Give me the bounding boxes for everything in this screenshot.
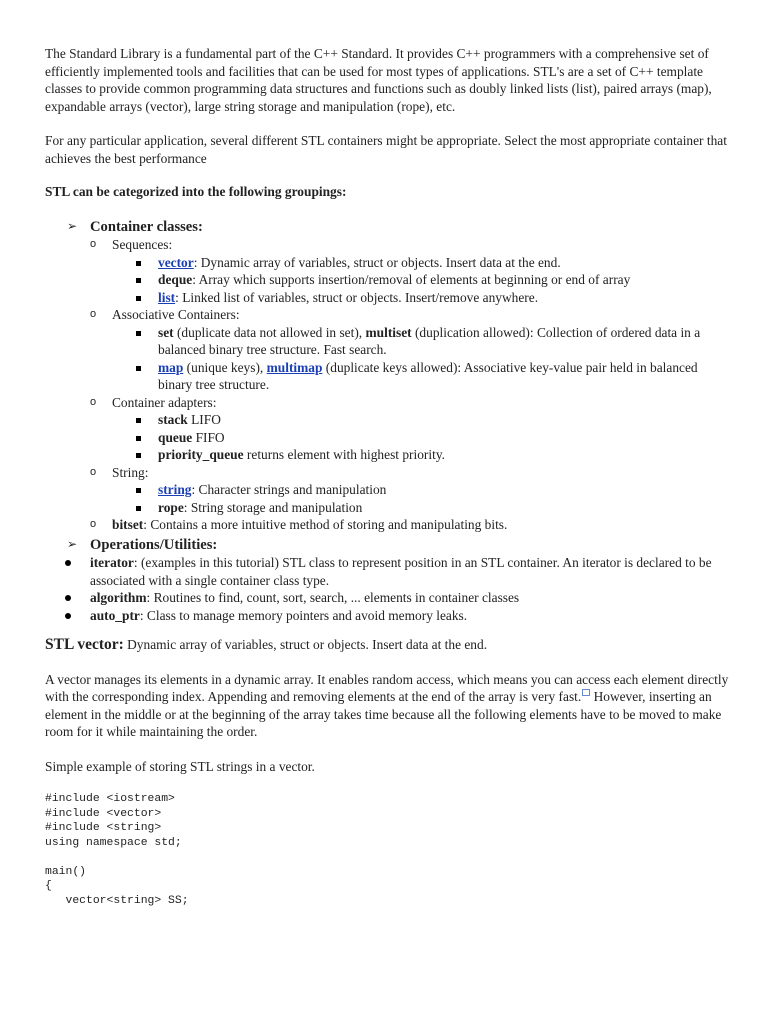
vector-item (112, 254, 735, 272)
disc-bullet-icon (65, 595, 71, 601)
list-item (112, 289, 735, 307)
vector-paragraph-1a: A vector manages its elements in a dynamic array. It enables random access, which means you can access each element directly with the corresponding index. Appending and removing elements at the end of the array is very fast. (45, 671, 729, 704)
square-bullet-icon (136, 506, 141, 511)
algorithm-item (45, 589, 735, 607)
iterator-desc: : (examples in this tutorial) STL class to represent position in an STL container. An iterator is declared to be associated with a single container class type. (90, 555, 712, 588)
adapters-list (112, 411, 735, 464)
adapters-label: Container adapters: (112, 394, 217, 410)
arrow-bullet-icon: ➢ (67, 218, 78, 233)
stack-name: stack (158, 412, 188, 427)
operations-title: Operations/Utilities: (90, 536, 218, 553)
iterator-item (45, 554, 735, 589)
vector-section-title: STL vector: (45, 636, 124, 653)
circle-bullet-icon: o (90, 465, 97, 478)
grouping-heading: STL can be categorized into the following groupings: (45, 184, 347, 199)
algorithm-name: algorithm (90, 590, 147, 605)
square-bullet-icon (136, 418, 141, 423)
vector-paragraph-1b: However, inserting an element in the middle or at the beginning of the array takes time because all the following elements have to be moved to make room for it while maintaining the order. (45, 689, 722, 739)
queue-desc: FIFO (192, 429, 225, 445)
priority-queue-item (112, 446, 735, 464)
auto-ptr-desc: : Class to manage memory pointers and avoid memory leaks. (139, 607, 468, 623)
square-bullet-icon (136, 331, 141, 336)
bitset-item (90, 516, 735, 534)
intro-paragraph-1: The Standard Library is a fundamental part of the C++ Standard. It provides C++ programmers with a comprehensive set of efficiently implemented tools and facilities that can be used for most types of applications. STL's are a set of C++ template classes to provide common programming data structures and functions such as doubly linked lists (list), paired arrays (map), expandable arrays (vector), large string storage and manipulation (rope), etc. (45, 46, 712, 114)
square-bullet-icon (136, 488, 141, 493)
set-item (112, 324, 735, 359)
set-mid: (duplicate data not allowed in set), (173, 324, 366, 340)
square-bullet-icon (136, 296, 141, 301)
string-link[interactable]: string (158, 482, 192, 497)
rope-item (112, 499, 735, 517)
deque-name: deque (158, 272, 193, 287)
set-desc: (duplication allowed): Collection of ordered data in a balanced binary tree structure. Fast search. (158, 324, 701, 357)
circle-bullet-icon: o (90, 238, 97, 250)
deque-item (112, 271, 735, 289)
map-item (112, 359, 735, 394)
auto-ptr-item (45, 607, 735, 625)
stack-desc: LIFO (187, 412, 221, 427)
string-group-item (90, 464, 735, 517)
priority-queue-desc: returns element with highest priority. (243, 447, 445, 462)
string-desc: : Character strings and manipulation (191, 482, 387, 497)
code-line: using namespace std; (45, 836, 182, 849)
set-name: set (158, 324, 174, 340)
code-line: main() (45, 865, 87, 878)
vector-section-subtitle: Dynamic array of variables, struct or objects. Insert data at the end. (123, 637, 488, 652)
associative-list (112, 324, 735, 394)
circle-bullet-icon: o (90, 308, 97, 320)
vector-paragraph-1 (45, 671, 735, 741)
vector-paragraph-2: Simple example of storing STL strings in a vector. (45, 758, 315, 774)
operations-item (45, 536, 735, 555)
priority-queue-name: priority_queue (158, 447, 244, 462)
sequences-list (112, 254, 735, 307)
operations-group-list (45, 536, 735, 555)
map-desc: (duplicate keys allowed): Associative key-value pair held in balanced binary tree structure. (158, 359, 698, 392)
sequences-item (90, 236, 735, 306)
operations-list (45, 554, 735, 624)
circle-bullet-icon: o (90, 395, 97, 408)
disc-bullet-icon (65, 560, 71, 566)
code-line: { (45, 880, 52, 892)
multiset-name: multiset (365, 324, 412, 340)
square-bullet-icon (136, 436, 141, 441)
code-line: vector<string> SS; (45, 894, 189, 907)
container-classes-item (45, 218, 735, 237)
vector-desc: : Dynamic array of variables, struct or objects. Insert data at the end. (193, 254, 561, 270)
container-classes-title: Container classes: (90, 218, 203, 235)
container-subgroups-list (90, 236, 735, 534)
arrow-bullet-icon: ➢ (67, 536, 78, 551)
square-bullet-icon (136, 366, 141, 371)
associative-label: Associative Containers: (112, 307, 240, 322)
multimap-link[interactable]: multimap (266, 359, 323, 375)
bitset-desc: : Contains a more intuitive method of storing and manipulating bits. (143, 517, 508, 532)
algorithm-desc: : Routines to find, count, sort, search, ... elements in container classes (146, 590, 520, 605)
document-page (45, 45, 735, 908)
square-bullet-icon (136, 261, 141, 266)
string-item (112, 481, 735, 499)
code-line: #include <vector> (45, 807, 162, 820)
sequences-label: Sequences: (112, 237, 173, 252)
code-line (45, 850, 735, 865)
rope-name: rope (158, 499, 184, 515)
vector-section-heading (45, 636, 735, 654)
rope-desc: : String storage and manipulation (183, 499, 363, 515)
code-line: #include <string> (45, 822, 162, 834)
intro-paragraph-2: For any particular application, several different STL containers might be appropriate. Select the most appropriate container that achieves the best performance (45, 133, 727, 166)
disc-bullet-icon (65, 613, 71, 619)
bitset-name: bitset (112, 517, 144, 532)
vector-link[interactable]: vector (158, 254, 194, 270)
adapters-item (90, 394, 735, 464)
groupings-list (45, 218, 735, 237)
square-bullet-icon (136, 278, 141, 283)
code-line: #include <iostream> (45, 793, 175, 805)
circle-bullet-icon: o (90, 518, 97, 530)
code-block (45, 792, 735, 908)
map-link[interactable]: map (158, 359, 184, 375)
associative-item (90, 306, 735, 394)
auto-ptr-name: auto_ptr (90, 607, 140, 623)
iterator-name: iterator (90, 555, 134, 570)
deque-desc: : Array which supports insertion/removal of elements at beginning or end of array (192, 272, 631, 287)
list-link[interactable]: list (158, 289, 176, 305)
list-desc: : Linked list of variables, struct or objects. Insert/remove anywhere. (175, 289, 539, 305)
string-group-label: String: (112, 464, 149, 480)
map-mid: (unique keys), (183, 359, 267, 375)
queue-item (112, 429, 735, 447)
string-group-list (112, 481, 735, 516)
square-bullet-icon (136, 453, 141, 458)
queue-name: queue (158, 429, 193, 445)
stack-item (112, 411, 735, 429)
